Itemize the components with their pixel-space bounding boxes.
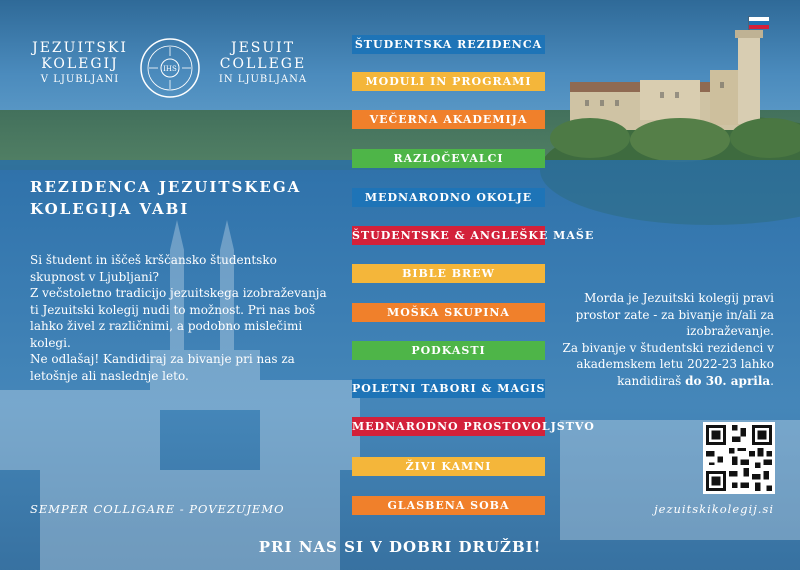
intro-paragraph-3: Ne odlašaj! Kandidiraj za bivanje pri nas za letošnje ali naslednje leto.: [30, 352, 295, 383]
seal-logo-icon: [138, 36, 202, 100]
btn-studentske-anglesske-mase[interactable]: ŠTUDENTSKE & ANGLEŠKE MAŠE: [352, 226, 545, 245]
website-link[interactable]: jezuitskikolegij.si: [654, 502, 774, 516]
qr-code-icon[interactable]: [703, 422, 775, 494]
btn-zivi-kamni[interactable]: ŽIVI KAMNI: [352, 457, 545, 476]
btn-mednarodno-prostovoljstvo[interactable]: MEDNARODNO PROSTOVOLJSTVO: [352, 417, 545, 436]
btn-moska-skupina[interactable]: MOŠKA SKUPINA: [352, 303, 545, 322]
btn-vecerna-akademija[interactable]: VEČERNA AKADEMIJA: [352, 110, 545, 129]
castle-illustration: [530, 20, 800, 170]
headline-line1: REZIDENCA JEZUITSKEGA: [30, 178, 302, 196]
right-paragraph-2-text: Za bivanje v študentski rezidenci v akademskem letu 2022-23 lahko kandidiraš: [562, 340, 774, 388]
headline-line2: KOLEGIJA VABI: [30, 200, 190, 218]
logo-left-line1: JEZUITSKI: [32, 40, 128, 56]
logo-left-line3: V LJUBLJANI: [40, 74, 120, 85]
btn-razlocevalci[interactable]: RAZLOČEVALCI: [352, 149, 545, 168]
tagline: PRI NAS SI V DOBRI DRUŽBI!: [258, 538, 542, 556]
logo-right-line2: COLLEGE: [219, 56, 307, 72]
btn-bible-brew[interactable]: BIBLE BREW: [352, 264, 545, 283]
logo-english-text: [208, 40, 318, 85]
deadline: do 30. aprila: [685, 373, 771, 388]
application-info: [550, 290, 774, 389]
svg-text:IHS: IHS: [163, 65, 177, 73]
intro-text: [30, 252, 330, 384]
flag-icon: [749, 17, 769, 29]
right-paragraph-2: [550, 340, 774, 390]
headline: [30, 176, 330, 220]
logo-right-line3: IN LJUBLJANA: [218, 74, 308, 85]
btn-studentska-rezidenca[interactable]: ŠTUDENTSKA REZIDENCA: [352, 35, 545, 54]
intro-paragraph-2: Z večstoletno tradicijo jezuitskega izobraževanja ti Jezuitski kolegij nudi to možnost. Pri nas boš lahko živel z različnimi, a podobno mislečimi kolegi.: [30, 286, 327, 350]
logo-left-line2: KOLEGIJ: [41, 56, 119, 72]
right-paragraph-1: Morda je Jezuitski kolegij pravi prostor zate - za bivanje in/ali za izobraževanje.: [575, 291, 774, 338]
motto: SEMPER COLLIGARE - POVEZUJEMO: [30, 502, 285, 516]
logo-slovene-text: [30, 40, 130, 85]
btn-glasbena-soba[interactable]: GLASBENA SOBA: [352, 496, 545, 515]
btn-podkasti[interactable]: PODKASTI: [352, 341, 545, 360]
btn-poletni-tabori-magis[interactable]: POLETNI TABORI & MAGIS: [352, 379, 545, 398]
btn-mednarodno-okolje[interactable]: MEDNARODNO OKOLJE: [352, 188, 545, 207]
right-paragraph-2-end: .: [770, 373, 774, 388]
btn-moduli-in-programi[interactable]: MODULI IN PROGRAMI: [352, 72, 545, 91]
logo-right-line1: JESUIT: [230, 40, 296, 56]
college-logo: [30, 40, 320, 102]
intro-paragraph-1: Si študent in iščeš krščansko študentsko skupnost v Ljubljani?: [30, 253, 277, 284]
